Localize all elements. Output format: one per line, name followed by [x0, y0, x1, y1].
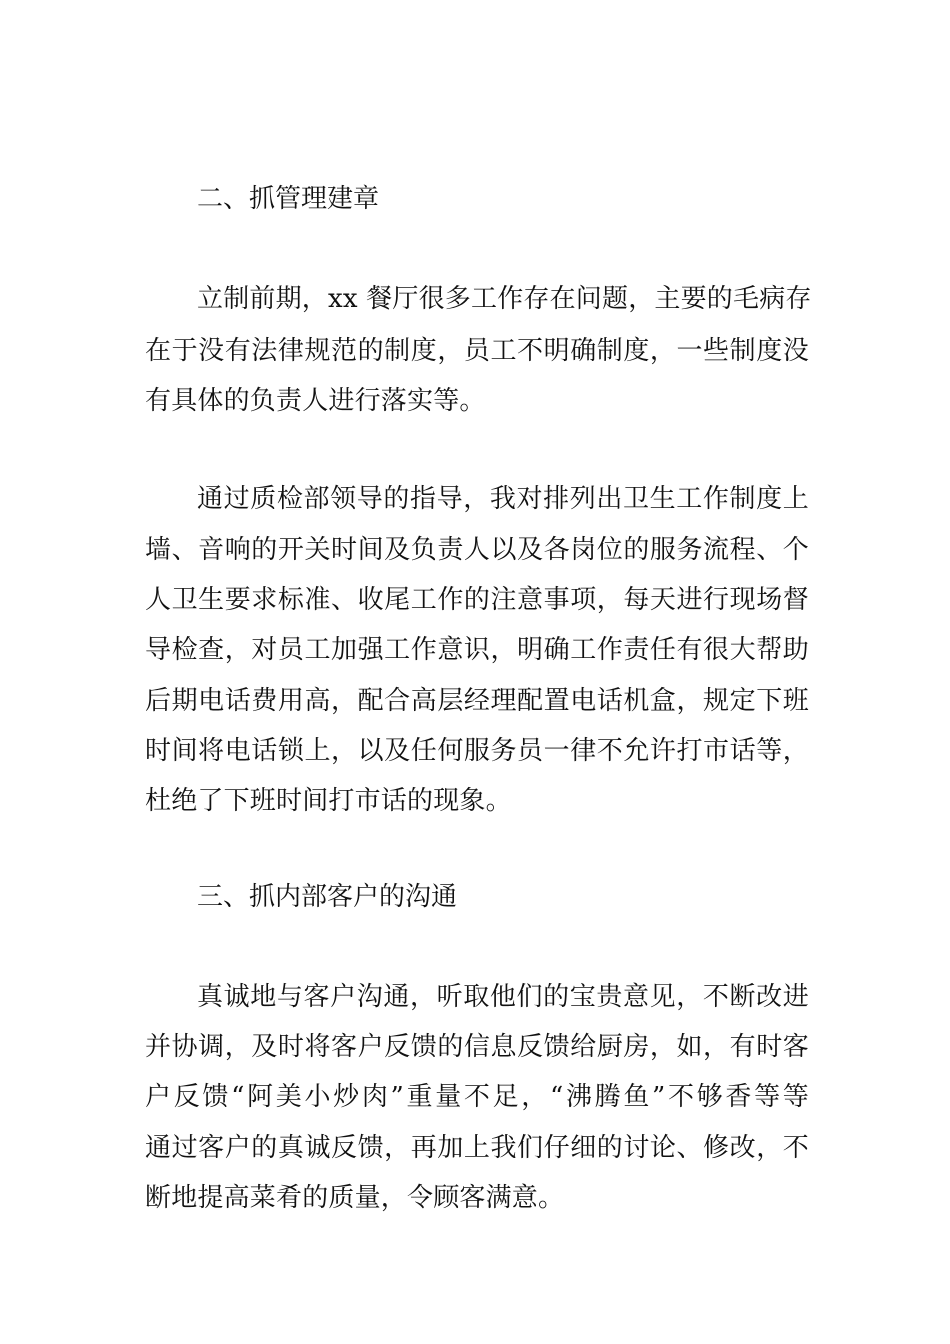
paragraph-line: 时间将电话锁上，以及任何服务员一律不允许打市话等， — [145, 736, 809, 766]
section-heading-3: 三、抓内部客户的沟通 — [197, 882, 458, 912]
paragraph-line: 有具体的负责人进行落实等。 — [145, 386, 486, 416]
paragraph-line: 通过质检部领导的指导，我对排列出卫生工作制度上 — [197, 484, 809, 514]
paragraph-line: 通过客户的真诚反馈，再加上我们仔细的讨论、修改，不 — [145, 1133, 809, 1163]
paragraph-line: 立制前期，xx 餐厅很多工作存在问题，主要的毛病存 — [197, 284, 812, 314]
paragraph-line: 人卫生要求标准、收尾工作的注意事项，每天进行现场督 — [145, 585, 809, 615]
paragraph-line: 后期电话费用高，配合高层经理配置电话机盒，规定下班 — [145, 686, 809, 716]
paragraph-line: 在于没有法律规范的制度，员工不明确制度，一些制度没 — [145, 336, 809, 366]
paragraph-line: 断地提高菜肴的质量，令顾客满意。 — [145, 1183, 565, 1213]
paragraph-line: 户反馈“阿美小炒肉”重量不足，“沸腾鱼”不够香等等 — [145, 1082, 809, 1112]
paragraph-line: 导检查，对员工加强工作意识，明确工作责任有很大帮助 — [145, 635, 809, 665]
paragraph-line: 墙、音响的开关时间及负责人以及各岗位的服务流程、个 — [145, 535, 809, 565]
section-heading-2: 二、抓管理建章 — [197, 184, 380, 214]
paragraph-line: 杜绝了下班时间打市话的现象。 — [145, 786, 512, 816]
paragraph-line: 真诚地与客户沟通，听取他们的宝贵意见，不断改进 — [197, 982, 809, 1012]
paragraph-line: 并协调，及时将客户反馈的信息反馈给厨房，如，有时客 — [145, 1032, 809, 1062]
